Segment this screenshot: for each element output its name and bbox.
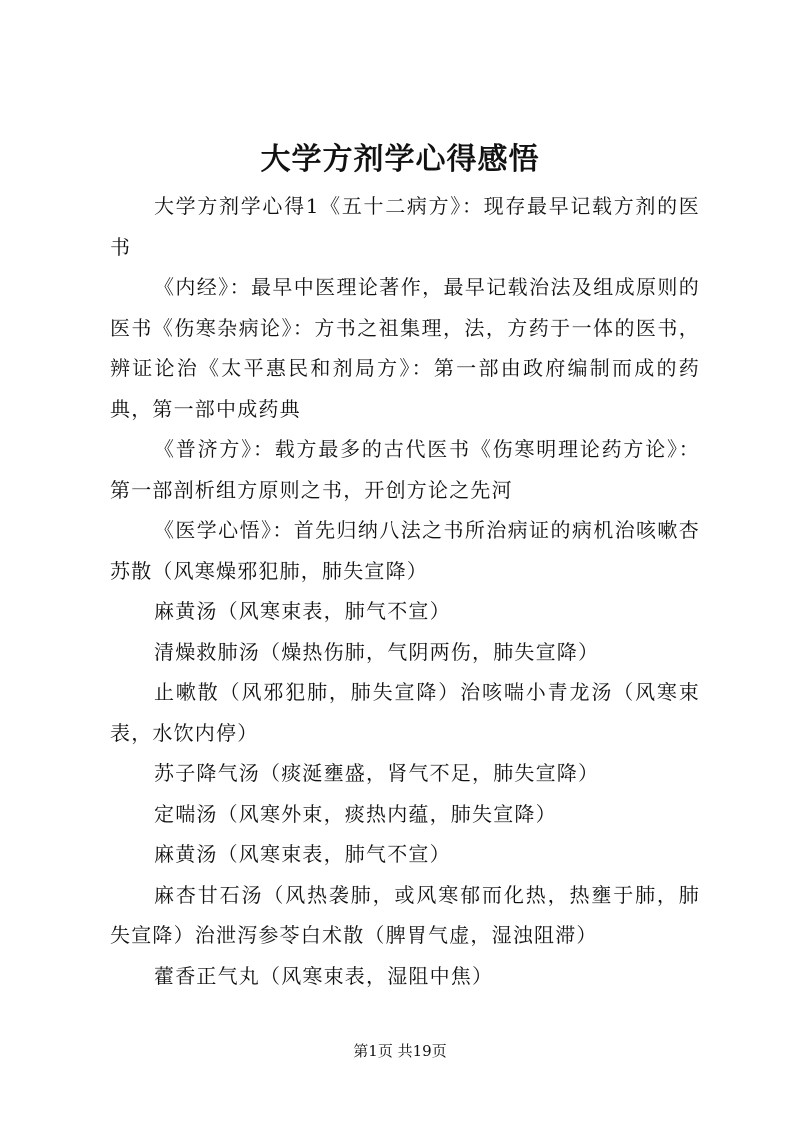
paragraph: 大学方剂学心得1《五十二病方》：现存最早记载方剂的医书 bbox=[110, 194, 700, 259]
paragraph: 《内经》：最早中医理论著作，最早记载治法及组成原则的医书《伤寒杂病论》：方书之祖集理，法，方药于一体的医书，辨证论治《太平惠民和剂局方》：第一部由政府编制而成的药典，第一部中成药典 bbox=[110, 275, 700, 421]
paragraph: 《医学心悟》：首先归纳八法之书所治病证的病机治咳嗽杏苏散（风寒燥邪犯肺，肺失宣降） bbox=[110, 518, 700, 583]
document-body bbox=[110, 186, 700, 996]
paragraph: 定喘汤（风寒外束，痰热内蕴，肺失宣降） bbox=[154, 801, 557, 826]
paragraph: 麻黄汤（风寒束表，肺气不宣） bbox=[154, 599, 451, 623]
paragraph: 麻杏甘石汤（风热袭肺，或风寒郁而化热，热壅于肺，肺失宣降）治泄泻参苓白术散（脾胃气虚，湿浊阻滞） bbox=[110, 882, 700, 947]
paragraph: 麻黄汤（风寒束表，肺气不宣） bbox=[154, 842, 451, 866]
paragraph: 止嗽散（风邪犯肺，肺失宣降）治咳喘小青龙汤（风寒束表，水饮内停） bbox=[110, 680, 700, 745]
document-title: 大学方剂学心得感悟 bbox=[260, 142, 540, 177]
paragraph: 藿香正气丸（风寒束表，湿阻中焦） bbox=[154, 963, 494, 988]
paragraph: 《普济方》：载方最多的古代医书《伤寒明理论药方论》：第一部剖析组方原则之书，开创方论之先河 bbox=[110, 437, 700, 502]
paragraph: 清燥救肺汤（燥热伤肺，气阴两伤，肺失宣降） bbox=[154, 639, 600, 664]
page-footer: 第1页 共19页 bbox=[353, 1042, 447, 1060]
paragraph: 苏子降气汤（痰涎壅盛，肾气不足，肺失宣降） bbox=[154, 761, 600, 785]
